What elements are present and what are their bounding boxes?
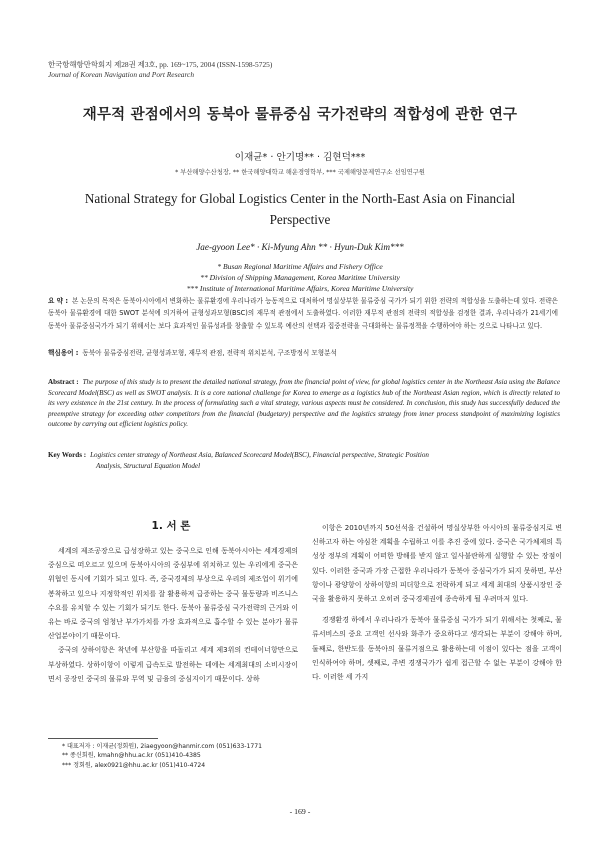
body-column-left	[48, 544, 298, 686]
affiliation-english-1: * Busan Regional Maritime Affairs and Fishery Office	[217, 262, 383, 271]
affiliation-english-2: ** Division of Shipping Management, Korea Maritime University	[200, 273, 400, 282]
keywords-english-label: Key Words :	[48, 451, 87, 459]
keywords-korean-text: 동북아 물류중심전략, 균형성과모형, 재무적 관점, 전략적 위치분석, 구조방정식 모형분석	[82, 349, 337, 357]
footnote-divider	[48, 738, 158, 739]
abstract-english-text: The purpose of this study is to present the detailed national strategy, from the financial point of view, for global logistics center in the Northeast Asia using the Balance Scorecard Model(BSC) as well as SWOT analysis. It is a core national challenge for Korea to emerge as a logistics hub of the Northeast Asian region, which is directly related to its very existence in the 21st century. In the process of formulating such a vital strategy, various aspects must be considered. In conclusion, this study has successfully deduced the preemptive strategy for exceeding other competitors from the financial (budgetary) perspective and the logistics strategy from inner process standpoint of maximizing logistics outcome by carrying out efficient logistics policy.	[48, 378, 560, 429]
title-english: National Strategy for Global Logistics Center in the North-East Asia on Financial Perspective	[84, 191, 516, 227]
abstract-english-label: Abstract :	[48, 378, 79, 386]
section-heading-introduction: 1. 서 론	[151, 520, 191, 532]
paragraph: 세계의 제조공장으로 급성장하고 있는 중국으로 인해 동북아시아는 세계경제의 중심으로 떠오르고 있으며 동북아시아의 중심부에 위치하고 있는 우리에게 중국은 위협인 동시에 기회가 되고 있다. 즉, 중국경제의 부상으로 우리의 제조업이 위기에 봉착하고 있으나 지정학적인 위치를 잘 활용하져 급증하는 중국 물동량과 비즈니스 수요를 유치할 수 있는 기회가 되기도 한다. 동북아 물류중심 국가전략의 근거와 이유는 바로 중국의 엄청난 부가가치를 가장 효과적으로 흡수할 수 있는 분야가 물류산업분야이기 때문이다.	[48, 547, 298, 641]
title-korean: 재무적 관점에서의 동북아 물류중심 국가전략의 적합성에 관한 연구	[82, 107, 518, 123]
keywords-english-line-1: Logistics center strategy of Northeast Asia, Balanced Scorecard Model(BSC), Financial perspective, Strategic Position	[90, 451, 429, 459]
paragraph: 이항은 2010년까지 50선석을 건설하여 명실상부한 아시아의 물류중심지로 변신하고자 하는 야심찬 계획을 수립하고 이를 추진 중에 있다. 중국은 국가체제의 특성상 정부의 계획이 어떠한 방해를 받지 않고 일사불란하게 실행할 수 있는 장점이 있다. 이러한 중국과 가장 근접한 우리나라가 동북아 중심국가가 되지 못하면, 부산항이나 광양항이 상하이항의 피더항으로 전락하게 되고 세계 최대의 상품시장인 중국을 활용하지 못하고 오히려 중국경제권에 종속하게 될 우려마저 있다.	[312, 524, 562, 604]
page-number: - 169 -	[289, 807, 311, 816]
abstract-korean-label: 요 약 :	[48, 297, 68, 305]
keywords-korean	[48, 347, 568, 357]
keywords-english-line-2: Analysis, Structural Equation Model	[96, 461, 201, 470]
abstract-korean	[48, 295, 558, 332]
footnote-2: ** 종신회원, kmahn@hhu.ac.kr (051)410-4385	[62, 752, 201, 760]
journal-citation: 한국항해항만학회지 제28권 제3호, pp. 169~175, 2004 (ISSN-1598-5725)	[48, 60, 273, 69]
footnote-3: *** 정회원, alex0921@hhu.ac.kr (051)410-4724	[62, 761, 206, 769]
abstract-english	[48, 377, 560, 430]
body-column-right	[312, 521, 562, 684]
affiliation-english-3: *** Institute of International Maritime Affairs, Korea Maritime University	[186, 284, 414, 293]
footnotes	[62, 742, 262, 770]
affiliations-korean: * 부산해양수산청장, ** 한국해양대학교 해운경영학부, *** 국제해양문제연구소 선임연구원	[175, 169, 425, 176]
authors-korean: 이재균* · 안기명** · 김현덕***	[234, 152, 366, 163]
paragraph: 경쟁환경 하에서 우리나라가 동북아 물류중심 국가가 되기 위해서는 첫째로, 물류서비스의 중요 고객인 선사와 화주가 중요하다고 생각되는 부분이 강해야 하며, 둘째로, 한반도를 동북아의 물류거점으로 활용하는데 이점이 있다는 점을 고객이 인식하여야 하며, 셋째로, 주변 경쟁국가가 쉽게 접근할 수 없는 부분이 강해야 한다. 이러한 세 가지	[312, 616, 562, 682]
journal-name: Journal of Korean Navigation and Port Research	[48, 70, 195, 79]
keywords-english	[48, 450, 560, 472]
authors-english: Jae-gyoon Lee* · Ki-Myung Ahn ** · Hyun-Duk Kim***	[196, 242, 404, 252]
paragraph: 중국의 상하이항은 착년에 부산항을 따돌리고 세계 제3위의 컨테이너항만으로 부상하였다. 상하이항이 이렇게 급속도로 발전하는 데에는 세계최대의 소비시장이면서 공장인 중국의 물류와 무역 및 금융의 중심지이기 때문이다. 상하	[48, 646, 298, 683]
abstract-korean-text: 본 논문의 목적은 동북아시아에서 변화하는 물류환경에 우리나라가 능동적으로 대처하여 명실상부한 물류중심 국가가 되기 위한 전략의 적합성을 도출하는데 있다. 전략은 동북아 물류환경에 대한 SWOT 분석에 의거하여 균형성과모형(BSC)의 재무적 관점에서 도출하였다. 이러한 재무적 관점의 전략의 적합성을 검정한 결과, 우리나라가 21세기에 동북아 물류중심국가가 되기 위해서는 보다 효과적인 물류성과를 창출할 수 있도록 예산의 선택과 집중전략을 극대화하는 물류정책을 수행하여야 하는 것으로 나타나고 있다.	[48, 297, 558, 330]
footnote-1: * 대표저자 : 이재균(정회원), 2iaegyoon@hanmir.com (051)633-1771	[62, 743, 262, 750]
keywords-korean-label: 핵심용어 :	[48, 349, 79, 357]
